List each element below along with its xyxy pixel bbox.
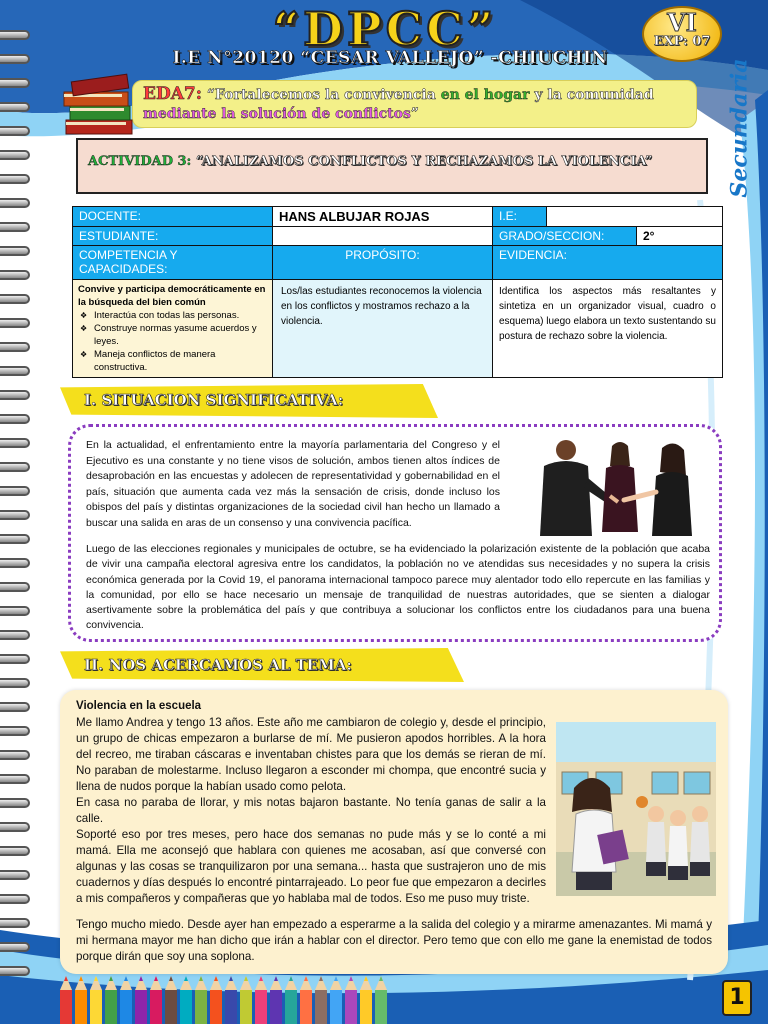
spiral-ring: [0, 390, 30, 400]
pencil: [300, 976, 312, 1024]
story-paragraph-3: Soporté eso por tres meses, pero hace dos semanas no pude más y se lo conté a mi mamá. Ella me aconsejó que hablara con quienes me acosaban, así que conversé con algunas y las cosas se tranquilizaron por una semana... hasta que sustrajeron uno de mis cuadernos y días después lo encontré pintarrajeado. Lo peor fue que empezaron a decirles a mis compañeros y compañeras que yo hablaba mal de todos. Eso me puso muy triste.: [76, 828, 546, 905]
pencil: [240, 976, 252, 1024]
pencil: [120, 976, 132, 1024]
pencil: [210, 976, 222, 1024]
pencil: [135, 976, 147, 1024]
spiral-ring: [0, 510, 30, 520]
pencil: [225, 976, 237, 1024]
proposito-label: PROPÓSITO:: [273, 246, 493, 280]
pencil: [270, 976, 282, 1024]
spiral-ring: [0, 894, 30, 904]
books-icon: [60, 72, 138, 142]
spiral-ring: [0, 126, 30, 136]
spiral-ring: [0, 870, 30, 880]
course-title: “DPCC”: [272, 2, 498, 56]
spiral-ring: [0, 534, 30, 544]
people-handshake-image: [512, 436, 712, 540]
level-text: Secundaria: [726, 58, 753, 198]
activity-box: [76, 138, 708, 194]
spiral-ring: [0, 606, 30, 616]
spiral-ring: [0, 486, 30, 496]
info-table: [72, 206, 723, 378]
spiral-ring: [0, 846, 30, 856]
capacidad-item: ❖ Construye normas yasume acuerdos y leyes.: [78, 322, 267, 348]
spiral-ring: [0, 438, 30, 448]
spiral-ring: [0, 462, 30, 472]
spiral-binding: [0, 30, 30, 990]
eda-label: EDA7:: [143, 84, 202, 104]
spiral-ring: [0, 966, 30, 976]
evidencia-label: EVIDENCIA:: [493, 246, 723, 280]
spiral-ring: [0, 150, 30, 160]
section1-title: I. SITUACION SIGNIFICATIVA:: [84, 391, 344, 409]
eda-box: [132, 80, 697, 128]
activity-title: “ANALIZAMOS CONFLICTOS Y RECHAZAMOS LA VIOLENCIA”: [191, 154, 653, 169]
eda-text-5: ”: [410, 106, 419, 122]
spiral-ring: [0, 30, 30, 40]
pencil: [375, 976, 387, 1024]
pencil: [345, 976, 357, 1024]
spiral-ring: [0, 342, 30, 352]
story-title: Violencia en la escuela: [76, 700, 202, 712]
proposito-cell: Los/las estudiantes reconocemos la violencia en los conflictos y mostramos rechazo a la violencia.: [273, 280, 493, 378]
spiral-ring: [0, 222, 30, 232]
pencil: [180, 976, 192, 1024]
colored-pencils-decoration: [60, 976, 390, 1024]
pencil: [60, 976, 72, 1024]
spiral-ring: [0, 726, 30, 736]
capacidad-item: ❖ Interactúa con todas las personas.: [78, 309, 267, 322]
page-number: 1: [722, 980, 752, 1016]
capacidad-item: ❖ Maneja conflictos de manera constructiva.: [78, 348, 267, 374]
spiral-ring: [0, 750, 30, 760]
ie-label: I.E:: [493, 207, 547, 227]
grado-value: 2°: [637, 227, 723, 246]
story-paragraph-4: Tengo mucho miedo. Desde ayer han empezado a esperarme a la salida del colegio y a mirarme amenazantes. Mi mamá y mi hermana mayor me han dicho que irán a hablar con el director. Pero temo que con ello me gane la enemistad de todos porque dirán que soy una soplona.: [76, 918, 712, 963]
pencil: [105, 976, 117, 1024]
cycle-label: VI: [667, 8, 697, 37]
story-paragraphs: [76, 715, 546, 907]
situation-paragraph-2: Luego de las elecciones regionales y municipales de octubre, se ha evidenciado la polarización existente de la población que acaba de vivir una campaña electoral agresiva entre los candidatos, la población no ve atendidas sus necesidades y no supera la crisis económica generada por la Covid 19, el panorama internacional tampoco parece muy alentador todo ello repercute en las familias y la comunidad, por ello se hace necesario un mensaje de tranquilidad de nuestras autoridades, que se sienten a dialogar asertivamente sobre la problemática del país y que contribuya a solucionar los conflictos entre los ciudadanos para una buena convivencia.: [86, 543, 710, 632]
pencil: [75, 976, 87, 1024]
spiral-ring: [0, 582, 30, 592]
ie-value[interactable]: [547, 207, 723, 227]
pencil: [315, 976, 327, 1024]
spiral-ring: [0, 822, 30, 832]
pencil: [255, 976, 267, 1024]
pencil: [165, 976, 177, 1024]
spiral-ring: [0, 942, 30, 952]
spiral-ring: [0, 798, 30, 808]
estudiante-value[interactable]: [273, 227, 493, 246]
docente-label: DOCENTE:: [73, 207, 273, 227]
pencil: [360, 976, 372, 1024]
school-name: I.E N°20120 “CESAR VALLEJO” -CHIUCHIN: [172, 48, 608, 68]
estudiante-label: ESTUDIANTE:: [73, 227, 273, 246]
pencil: [285, 976, 297, 1024]
spiral-ring: [0, 246, 30, 256]
pencil: [195, 976, 207, 1024]
spiral-ring: [0, 174, 30, 184]
spiral-ring: [0, 702, 30, 712]
spiral-ring: [0, 78, 30, 88]
bullying-illustration: [556, 722, 716, 896]
situation-paragraph-1: En la actualidad, el enfrentamiento entre la mayoría parlamentaria del Congreso y el Ejecutivo es una constante y no tiene visos de solución, ambos tienen altos índices de desaprobación en las encuestas y adolecen de representatividad y gobernabilidad en el país, situación que aumenta cada vez más la sensación de crisis, donde incluso los obispos del país y distintas organizaciones de la sociedad civil han hecho un llamado a buscar una salida en aras de un consenso y una convivencia pacífica.: [86, 439, 500, 529]
pencil: [150, 976, 162, 1024]
eda-text-4: mediante la solución de conflictos: [143, 106, 411, 122]
activity-label: ACTIVIDAD 3:: [88, 154, 192, 169]
story-paragraph-2: En casa no paraba de llorar, y mis notas bajaron bastante. No tenía ganas de salir a la calle.: [76, 796, 546, 825]
spiral-ring: [0, 54, 30, 64]
spiral-ring: [0, 654, 30, 664]
eda-text-1: “Fortalecemos la convivencia: [202, 87, 441, 103]
competencia-cell: [73, 280, 273, 378]
spiral-ring: [0, 102, 30, 112]
spiral-ring: [0, 558, 30, 568]
level-side-label: [700, 60, 760, 200]
competencia-label: COMPETENCIA Y CAPACIDADES:: [73, 246, 273, 280]
spiral-ring: [0, 366, 30, 376]
grado-label: GRADO/SECCION:: [493, 227, 637, 246]
cycle-badge: [642, 6, 722, 62]
docente-value: HANS ALBUJAR ROJAS: [273, 207, 493, 227]
spiral-ring: [0, 270, 30, 280]
pencil: [90, 976, 102, 1024]
spiral-ring: [0, 414, 30, 424]
spiral-ring: [0, 678, 30, 688]
spiral-ring: [0, 198, 30, 208]
evidencia-cell: Identifica los aspectos más resaltantes y sintetiza en un organizador visual, cuadro o esquema) luego elabora un texto sustentando su postura de rechazo sobre la violencia.: [493, 280, 723, 378]
eda-text-3: y la comunidad: [529, 87, 654, 103]
spiral-ring: [0, 918, 30, 928]
spiral-ring: [0, 630, 30, 640]
pencil: [330, 976, 342, 1024]
section2-title: II. NOS ACERCAMOS AL TEMA:: [84, 656, 352, 674]
experience-label: EXP: 07: [653, 34, 711, 49]
spiral-ring: [0, 318, 30, 328]
spiral-ring: [0, 294, 30, 304]
eda-text-2: en el hogar: [440, 87, 530, 103]
spiral-ring: [0, 774, 30, 784]
competencia-title: Convive y participa democráticamente en la búsqueda del bien común: [78, 284, 266, 308]
story-paragraph-1: Me llamo Andrea y tengo 13 años. Este año me cambiaron de colegio y, desde el principio, un grupo de chicas empezaron a burlarse de mí. Me pusieron apodos horribles. A la hora del recreo, me tiraban cáscaras e inventaban chistes para que los demás se rieran de mí. No paraban de molestarme. Incluso llegaron a esconder mi chompa, que encontré sucia y llena de nudos porque la habían usado como pelota.: [76, 716, 546, 793]
capacidades-list: [78, 309, 267, 374]
